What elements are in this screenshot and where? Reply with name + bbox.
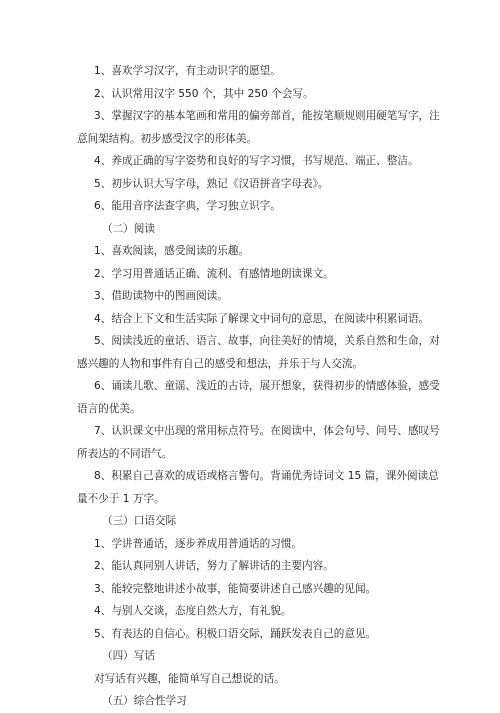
reading-heading: （二）阅读 (102, 222, 155, 235)
literacy-item-5: 5、初步认识大写字母，熟记《汉语拼音字母表》。 (94, 177, 329, 190)
literacy-item-4: 4、养成正确的写字姿势和良好的写字习惯，书写规范、端正、整洁。 (94, 155, 419, 167)
literacy-item-3-line-1: 3、掌握汉字的基本笔画和常用的偏旁部首，能按笔顺规则用硬笔写字，注 (94, 110, 440, 122)
reading-item-1: 1、喜欢阅读，感受阅读的乐趣。 (94, 245, 250, 257)
writing-heading: （四）写话 (102, 650, 155, 662)
speaking-heading: （三）口语交际 (102, 515, 177, 527)
comprehensive-heading: （五）综合性学习 (102, 695, 187, 707)
reading-item-8 (0, 465, 500, 510)
reading-item-6-line-1: 6、诵读儿歌、童谣、浅近的古诗，展开想象，获得初步的情感体验，感受 (94, 380, 440, 392)
literacy-item-1: 1、喜欢学习汉字，有主动识字的愿望。 (94, 65, 281, 77)
reading-item-4: 4、结合上下文和生活实际了解课文中词句的意思，在阅读中积累词语。 (94, 312, 430, 325)
speaking-item-4: 4、与别人交谈，态度自然大方，有礼貌。 (94, 605, 292, 617)
reading-item-8-line-2: 量不少于 1 万字。 (77, 492, 165, 505)
reading-item-6 (0, 375, 500, 420)
speaking-item-5: 5、有表达的自信心。积极口语交际，踊跃发表自己的意见。 (94, 627, 377, 640)
speaking-item-1: 1、学讲普通话，逐步养成用普通话的习惯。 (94, 537, 303, 550)
literacy-item-6: 6、能用音序法查字典，学习独立识字。 (94, 200, 281, 212)
reading-item-5-line-1: 5、阅读浅近的童话、语言、故事，向往美好的情境，关系自然和生命，对 (94, 335, 440, 347)
literacy-item-3 (0, 105, 500, 150)
reading-item-7-line-2: 所表达的不同语气。 (77, 447, 173, 460)
reading-item-8-line-1: 8、积累自己喜欢的成语或格言警句。背诵优秀诗词文 15 篇，课外阅读总 (94, 470, 439, 482)
reading-item-2: 2、学习用普通话正确、流利、有感情地朗读课文。 (94, 267, 334, 280)
reading-item-5 (0, 330, 500, 375)
literacy-item-2: 2、认识常用汉字 550 个，其中 250 个会写。 (94, 87, 314, 100)
reading-item-3: 3、借助读物中的图画阅读。 (94, 290, 228, 302)
reading-item-6-line-2: 语言的优美。 (77, 402, 141, 415)
reading-item-7-line-1: 7、认识课文中出现的常用标点符号。在阅读中，体会句号、问号、感叹号 (94, 425, 440, 437)
reading-item-7 (0, 420, 500, 465)
reading-item-5-line-2: 感兴趣的人物和事件有自己的感受和想法，并乐于与人交流。 (77, 357, 364, 370)
speaking-item-2: 2、能认真同别人讲话，努力了解讲话的主要内容。 (94, 560, 334, 572)
speaking-item-3: 3、能较完整地讲述小故事，能简要讲述自己感兴趣的见闻。 (94, 582, 377, 595)
document-body (0, 60, 500, 713)
writing-text: 对写话有兴趣，能简单写自己想说的话。 (94, 672, 285, 685)
literacy-item-3-line-2: 意间架结构。初步感受汉字的形体美。 (77, 132, 258, 145)
